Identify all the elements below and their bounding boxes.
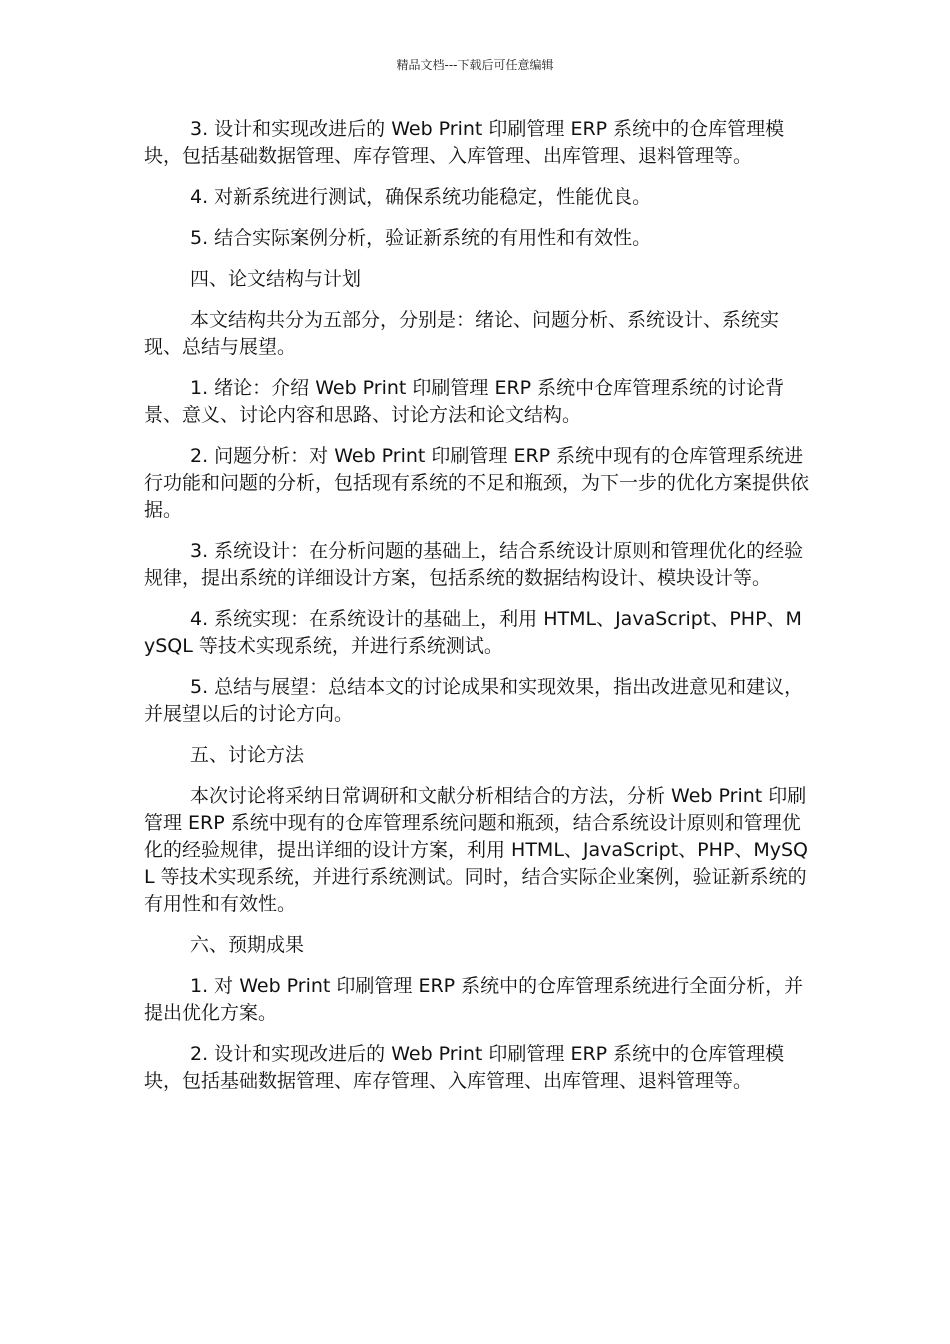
paragraph-structure-2: 2. 问题分析：对 Web Print 印刷管理 ERP 系统中现有的仓库管理系统进行功能和问题的分析，包括现有系统的不足和瓶颈，为下一步的优化方案提供依据。: [144, 445, 810, 521]
paragraph-objective-3: 3. 设计和实现改进后的 Web Print 印刷管理 ERP 系统中的仓库管理模块，包括基础数据管理、库存管理、入库管理、出库管理、退料管理等。: [144, 118, 785, 167]
paragraph-structure-5: 5. 总结与展望：总结本文的讨论成果和实现效果，指出改进意见和建议，并展望以后的讨论方向。: [144, 676, 804, 725]
section-heading-structure: 四、论文结构与计划: [190, 268, 362, 290]
paragraph-objective-4: 4. 对新系统进行测试，确保系统功能稳定，性能优良。: [190, 186, 652, 208]
document-body: [144, 116, 809, 1109]
paragraph-structure-intro: 本文结构共分为五部分，分别是：绪论、问题分析、系统设计、系统实现、总结与展望。: [144, 309, 780, 358]
paragraph-objective-5: 5. 结合实际案例分析，验证新系统的有用性和有效性。: [190, 227, 652, 249]
paragraph-structure-4: 4. 系统实现：在系统设计的基础上，利用 HTML、JavaScript、PHP、MySQL 等技术实现系统，并进行系统测试。: [144, 608, 802, 657]
paragraph-method: 本次讨论将采纳日常调研和文献分析相结合的方法，分析 Web Print 印刷管理 ERP 系统中现有的仓库管理系统问题和瓶颈，结合系统设计原则和管理优化的经验规律，提出详细的设计方案，利用 HTML、JavaScript、PHP、MySQL 等技术实现系统，并进行系统测试。同时，结合实际企业案例，验证新系统的有用性和有效性。: [144, 785, 809, 915]
paragraph-structure-1: 1. 绪论：介绍 Web Print 印刷管理 ERP 系统中仓库管理系统的讨论背景、意义、讨论内容和思路、讨论方法和论文结构。: [144, 377, 785, 426]
paragraph-structure-3: 3. 系统设计：在分析问题的基础上，结合系统设计原则和管理优化的经验规律，提出系统的详细设计方案，包括系统的数据结构设计、模块设计等。: [144, 540, 804, 589]
page-header: 精品文档---下载后可任意编辑: [396, 58, 554, 72]
section-heading-results: 六、预期成果: [190, 934, 305, 956]
paragraph-result-1: 1. 对 Web Print 印刷管理 ERP 系统中的仓库管理系统进行全面分析，并提出优化方案。: [144, 975, 804, 1024]
section-heading-method: 五、讨论方法: [190, 744, 305, 766]
paragraph-result-2: 2. 设计和实现改进后的 Web Print 印刷管理 ERP 系统中的仓库管理模块，包括基础数据管理、库存管理、入库管理、出库管理、退料管理等。: [144, 1043, 785, 1092]
